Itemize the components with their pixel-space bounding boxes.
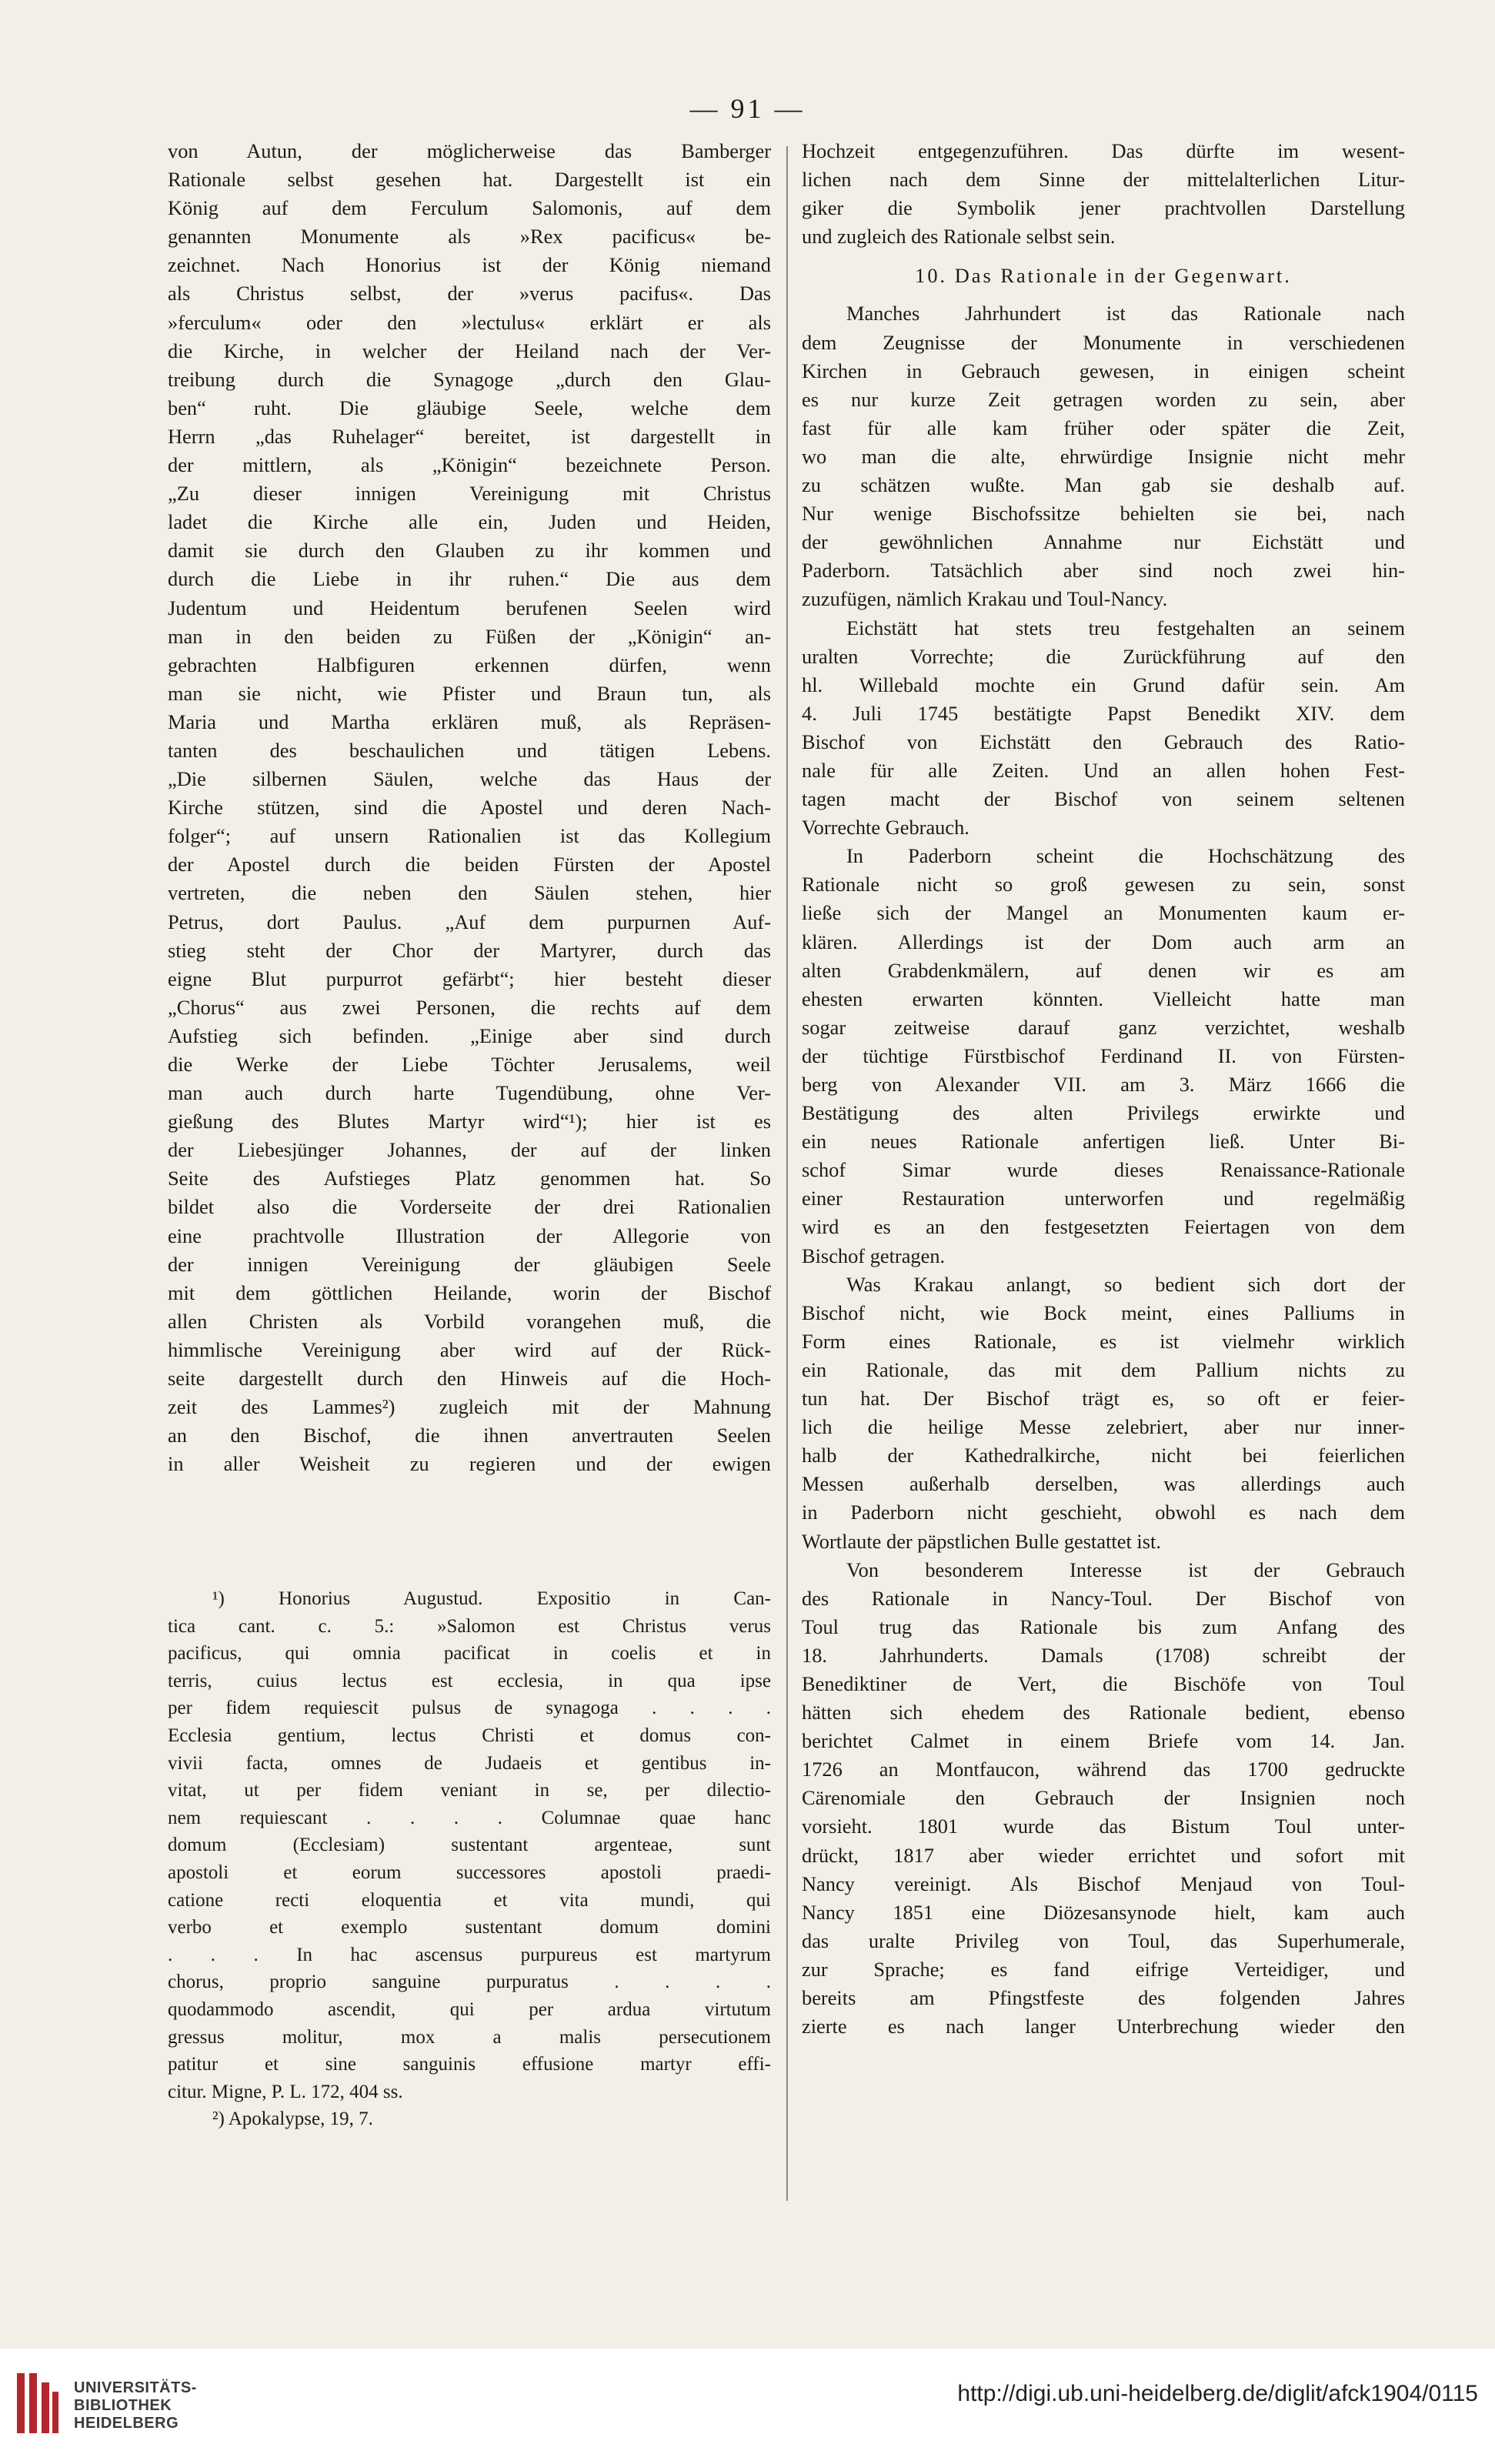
text-line: „Chorus“ aus zwei Personen, die rechts auf dem (168, 995, 771, 1019)
footnote-line: ¹) Honorius Augustud. Expositio in Can- (212, 1588, 771, 1609)
text-line: genannten Monumente als »Rex pacificus« be- (168, 225, 771, 249)
text-line: Nancy vereinigt. Als Bischof Menjaud von Toul- (802, 1871, 1405, 1895)
footnote-line: citur. Migne, P. L. 172, 404 ss. (168, 2081, 403, 2102)
text-line: Bischof von Eichstätt den Gebrauch des Ratio- (802, 730, 1405, 753)
text-line: einer Restauration unterworfen und regelmäßig (802, 1187, 1405, 1210)
text-line: 4. Juli 1745 bestätigte Papst Benedikt XIV. dem (802, 701, 1405, 725)
page-number: — 91 — (689, 93, 806, 124)
text-line: 1726 an Montfaucon, während das 1700 gedruckte (802, 1758, 1405, 1781)
text-line: alten Grabdenkmälern, auf denen wir es am (802, 958, 1405, 982)
left-column (168, 137, 771, 1478)
text-line: Rationale selbst gesehen hat. Dargestellt ist ein (168, 168, 771, 192)
text-line: himmlische Vereinigung aber wird auf der Rück- (168, 1337, 771, 1361)
footnote-line: nem requiescant . . . . Columnae quae hanc (168, 1807, 771, 1828)
text-line: zeit des Lammes²) zugleich mit der Mahnung (168, 1395, 771, 1419)
text-line: lichen nach dem Sinne der mittelalterlichen Litur- (802, 168, 1405, 192)
text-line: Maria und Martha erklären muß, als Repräsen- (168, 709, 771, 733)
text-line: Cärenomiale den Gebrauch der Insignien noch (802, 1786, 1405, 1810)
text-line: stieg steht der Chor der Martyrer, durch das (168, 938, 771, 962)
text-line: und zugleich des Rationale selbst sein. (802, 225, 1116, 249)
text-line: zierte es nach langer Unterbrechung wieder den (802, 2015, 1405, 2038)
text-line: Hochzeit entgegenzuführen. Das dürfte im wesent- (802, 139, 1405, 162)
footnote-line: pacificus, qui omnia pacificat in coelis et in (168, 1643, 771, 1664)
document-url-link[interactable]: http://digi.ub.uni-heidelberg.de/diglit/afck1904/0115 (957, 2381, 1478, 2406)
text-line: Manches Jahrhundert ist das Rationale nach (846, 302, 1405, 326)
library-name (74, 2379, 197, 2432)
text-line: Form eines Rationale, es ist vielmehr wirklich (802, 1329, 1405, 1353)
text-line: der gewöhnlichen Annahme nur Eichstätt und (802, 530, 1405, 554)
text-line: Toul trug das Rationale bis zum Anfang des (802, 1614, 1405, 1638)
text-line: Bestätigung des alten Privilegs erwirkte und (802, 1101, 1405, 1125)
footnote-line: terris, cuius lectus est ecclesia, in qua ipse (168, 1670, 771, 1691)
text-line: seite dargestellt durch den Hinweis auf die Hoch- (168, 1367, 771, 1391)
text-line: ein Rationale, das mit dem Pallium nichts zu (802, 1357, 1405, 1381)
footnote-line: patitur et sine sanguinis effusione martyr effi- (168, 2054, 771, 2075)
footnote-line: ²) Apokalypse, 19, 7. (212, 2108, 373, 2130)
text-line: hl. Willebald mochte ein Grund dafür sein. Am (802, 673, 1405, 696)
text-line: »ferculum« oder den »lectulus« erklärt er als (168, 310, 771, 334)
section-heading: 10. Das Rationale in der Gegenwart. (915, 264, 1292, 288)
text-line: der tüchtige Fürstbischof Ferdinand II. von Fürsten- (802, 1043, 1405, 1067)
text-line: dem Zeugnisse der Monumente in verschiedenen (802, 330, 1405, 354)
text-line: tun hat. Der Bischof trägt es, so oft er feier- (802, 1387, 1405, 1411)
text-line: wird es an den festgesetzten Feiertagen von dem (802, 1215, 1405, 1239)
text-line: zuzufügen, nämlich Krakau und Toul-Nancy. (802, 587, 1168, 611)
footnote-line: domum (Ecclesiam) sustentant argenteae, sunt (168, 1835, 771, 1856)
text-line: vertreten, die neben den Säulen stehen, hier (168, 881, 771, 905)
text-line: giker die Symbolik jener prachtvollen Darstellung (802, 196, 1405, 220)
text-line: Nur wenige Bischofssitze behielten sie bei, nach (802, 502, 1405, 526)
university-library-logo-icon (14, 2369, 60, 2438)
text-line: ben“ ruht. Die gläubige Seele, welche dem (168, 396, 771, 419)
text-line: uralten Vorrechte; die Zurückführung auf den (802, 644, 1405, 668)
text-line: drückt, 1817 aber wieder errichtet und sofort mit (802, 1843, 1405, 1867)
library-name-line: HEIDELBERG (74, 2415, 179, 2432)
text-line: der mittlern, als „Königin“ bezeichnete Person. (168, 453, 771, 477)
text-line: es nur kurze Zeit getragen worden zu sein, aber (802, 387, 1405, 411)
text-line: zur Sprache; es fand eifrige Verteidiger, und (802, 1957, 1405, 1981)
text-line: nale für alle Zeiten. Und an allen hohen Fest- (802, 758, 1405, 782)
text-line: „Zu dieser innigen Vereinigung mit Christus (168, 482, 771, 506)
footnote-line: per fidem requiescit pulsus de synagoga . . . . (168, 1698, 771, 1719)
column-divider (786, 146, 788, 2201)
text-line: Was Krakau anlangt, so bedient sich dort der (846, 1272, 1405, 1296)
footnote-line: vitat, ut per fidem veniant in se, per dilectio- (168, 1780, 771, 1801)
text-line: zeichnet. Nach Honorius ist der König niemand (168, 253, 771, 277)
footnote-line: tica cant. c. 5.: »Salomon est Christus verus (168, 1615, 771, 1637)
text-line: in Paderborn nicht geschieht, obwohl es nach dem (802, 1501, 1405, 1524)
footnote-line: gressus molitur, mox a malis persecutionem (168, 2026, 771, 2048)
text-line: halb der Kathedralkirche, nicht bei feierlichen (802, 1444, 1405, 1467)
text-line: Herrn „das Ruhelager“ bereitet, ist dargestellt in (168, 424, 771, 448)
text-line: berg von Alexander VII. am 3. März 1666 die (802, 1073, 1405, 1096)
text-line: Petrus, dort Paulus. „Auf dem purpurnen Auf- (168, 910, 771, 933)
text-line: vorsieht. 1801 wurde das Bistum Toul unter- (802, 1815, 1405, 1838)
text-line: des Rationale in Nancy-Toul. Der Bischof von (802, 1586, 1405, 1610)
text-line: treibung durch die Synagoge „durch den Glau- (168, 367, 771, 391)
text-line: sogar zeitweise darauf ganz verzichtet, weshalb (802, 1015, 1405, 1039)
text-line: die Kirche, in welcher der Heiland nach der Ver- (168, 339, 771, 362)
text-line: Seite des Aufstieges Platz genommen hat. So (168, 1167, 771, 1190)
text-line: Nancy 1851 eine Diözesansynode hielt, kam auch (802, 1900, 1405, 1924)
footnote-line: Ecclesia gentium, lectus Christi et domus con- (168, 1724, 771, 1746)
text-line: Vorrechte Gebrauch. (802, 816, 969, 840)
footnote-line: vivii facta, omnes de Judaeis et gentibus in- (168, 1752, 771, 1774)
text-line: ließe sich der Mangel an Monumenten kaum er- (802, 901, 1405, 925)
text-line: berichtet Calmet in einem Briefe vom 14. Jan. (802, 1729, 1405, 1753)
text-line: mit dem göttlichen Heilande, worin der Bischof (168, 1280, 771, 1304)
text-line: Wortlaute der päpstlichen Bulle gestattet ist. (802, 1529, 1161, 1553)
text-line: Kirchen in Gebrauch gewesen, in einigen scheint (802, 359, 1405, 382)
text-line: als Christus selbst, der »verus pacifus«. Das (168, 282, 771, 305)
text-line: lich die heilige Messe zelebriert, aber nur inner- (802, 1415, 1405, 1439)
library-name-line: UNIVERSITÄTS- (74, 2379, 197, 2396)
right-column (802, 137, 1405, 2041)
text-line: Von besonderem Interesse ist der Gebrauch (846, 1558, 1405, 1581)
text-line: ladet die Kirche alle ein, Juden und Heiden, (168, 510, 771, 534)
footnote-line: verbo et exemplo sustentant domum domini (168, 1917, 771, 1938)
text-line: Rationale nicht so groß gewesen zu sein, sonst (802, 873, 1405, 896)
text-line: eigne Blut purpurrot gefärbt“; hier besteht dieser (168, 967, 771, 990)
text-line: hätten sich ehedem des Rationale bedient, ebenso (802, 1701, 1405, 1724)
text-line: allen Christen als Vorbild vorangehen muß, die (168, 1309, 771, 1333)
text-line: tanten des beschaulichen und tätigen Lebens. (168, 738, 771, 762)
text-line: Bischof nicht, wie Bock meint, eines Palliums in (802, 1300, 1405, 1324)
text-line: Eichstätt hat stets treu festgehalten an seinem (846, 616, 1405, 639)
text-line: schof Simar wurde dieses Renaissance-Rationale (802, 1158, 1405, 1182)
text-line: von Autun, der möglicherweise das Bamberger (168, 139, 771, 162)
footnote-line: catione recti eloquentia et vita mundi, qui (168, 1889, 771, 1911)
text-line: „Die silbernen Säulen, welche das Haus der (168, 767, 771, 791)
text-line: Aufstieg sich befinden. „Einige aber sind durch (168, 1023, 771, 1047)
text-line: ehesten erwarten könnten. Vielleicht hatte man (802, 987, 1405, 1010)
text-line: die Werke der Liebe Töchter Jerusalems, weil (168, 1053, 771, 1076)
text-line: 18. Jahrhunderts. Damals (1708) schreibt der (802, 1643, 1405, 1667)
text-line: wo man die alte, ehrwürdige Insignie nicht mehr (802, 444, 1405, 468)
text-line: Messen außerhalb derselben, was allerdings auch (802, 1472, 1405, 1496)
text-line: der innigen Vereinigung der gläubigen Seele (168, 1252, 771, 1276)
text-line: klären. Allerdings ist der Dom auch arm an (802, 930, 1405, 953)
text-line: das uralte Privileg von Toul, das Superhumerale, (802, 1928, 1405, 1952)
text-line: bildet also die Vorderseite der drei Rationalien (168, 1195, 771, 1219)
text-line: tagen macht der Bischof von seinem seltenen (802, 787, 1405, 811)
text-line: Benediktiner de Vert, die Bischöfe von Toul (802, 1671, 1405, 1695)
footnote-line: quodammodo ascendit, qui per ardua virtutum (168, 1998, 771, 2020)
footnote-line: chorus, proprio sanguine purpuratus . . . . (168, 1972, 771, 1993)
library-name-line: BIBLIOTHEK (74, 2397, 172, 2414)
text-line: Kirche stützen, sind die Apostel und deren Nach- (168, 796, 771, 820)
text-line: König auf dem Ferculum Salomonis, auf dem (168, 196, 771, 220)
text-line: Paderborn. Tatsächlich aber sind noch zwei hin- (802, 559, 1405, 583)
text-line: man sie nicht, wie Pfister und Braun tun, als (168, 681, 771, 705)
footnote-line: apostoli et eorum successores apostoli praedi- (168, 1861, 771, 1883)
text-line: an den Bischof, die ihnen anvertrauten Seelen (168, 1424, 771, 1447)
text-line: Judentum und Heidentum berufenen Seelen wird (168, 596, 771, 619)
text-line: der Apostel durch die beiden Fürsten der Apostel (168, 853, 771, 876)
text-line: gebrachten Halbfiguren erkennen dürfen, wenn (168, 653, 771, 676)
text-line: folger“; auf unsern Rationalien ist das Kollegium (168, 824, 771, 848)
text-line: durch die Liebe in ihr ruhen.“ Die aus dem (168, 567, 771, 591)
text-line: damit sie durch den Glauben zu ihr kommen und (168, 539, 771, 563)
footnote-line: . . . In hac ascensus purpureus est martyrum (168, 1944, 771, 1965)
text-line: bereits am Pfingstfeste des folgenden Jahres (802, 1986, 1405, 2009)
text-line: der Liebesjünger Johannes, der auf der linken (168, 1138, 771, 1162)
text-line: Bischof getragen. (802, 1244, 946, 1267)
text-line: fast für alle kam früher oder später die Zeit, (802, 416, 1405, 439)
text-line: man in den beiden zu Füßen der „Königin“ an- (168, 624, 771, 648)
text-line: eine prachtvolle Illustration der Allegorie von (168, 1224, 771, 1247)
text-line: gießung des Blutes Martyr wird“¹); hier ist es (168, 1110, 771, 1134)
text-line: In Paderborn scheint die Hochschätzung des (846, 844, 1405, 868)
footnotes (168, 1585, 771, 2133)
text-line: in aller Weisheit zu regieren und der ewigen (168, 1452, 771, 1476)
text-line: ein neues Rationale anfertigen ließ. Unter Bi- (802, 1130, 1405, 1154)
text-line: man auch durch harte Tugendübung, ohne Ver- (168, 1081, 771, 1105)
text-line: zu schätzen wußte. Man gab sie deshalb auf. (802, 473, 1405, 497)
